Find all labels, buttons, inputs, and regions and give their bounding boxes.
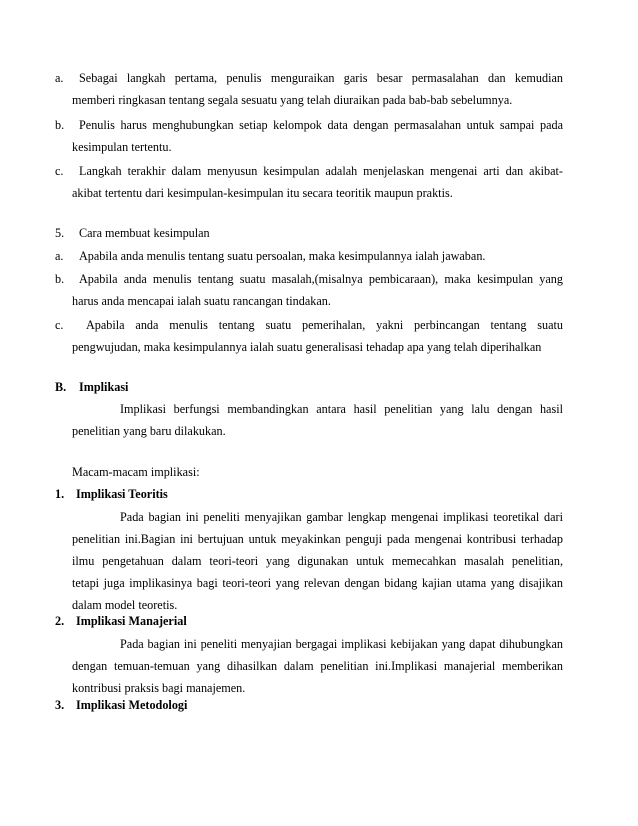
paragraph-line: kontribusi praksis bagi manajemen. (72, 681, 246, 695)
list-text-line: harus anda mencapai ialah suatu rancangan tindakan. (72, 294, 331, 308)
list-item (55, 67, 563, 111)
list-text-line: akibat tertentu dari kesimpulan-kesimpulan itu secara teoritik maupun praktis. (72, 186, 453, 200)
list-marker: b. (55, 272, 65, 286)
list-text-line: kesimpulan tertentu. (72, 140, 172, 154)
list-text-line: Penulis harus menghubungkan setiap kelompok data dengan permasalahan untuk sampai pada (79, 118, 563, 132)
paragraph-line: Pada bagian ini peneliti menyajian bergagai implikasi kebijakan yang dapat dihubungkan (120, 637, 563, 651)
paragraph-line: Macam-macam implikasi: (72, 465, 200, 479)
paragraph-line: ilmu pengetahuan dalam teori-teori yang digunakan untuk memecahkan masalah penelitian, (72, 554, 563, 568)
paragraph (55, 461, 563, 483)
list-marker: b. (55, 118, 65, 132)
list-item (55, 314, 563, 358)
list-text-line: Langkah terakhir dalam menyusun kesimpulan adalah menjelaskan mengenai arti dan akibat- (79, 164, 563, 178)
section-title: Implikasi (79, 380, 129, 394)
subsection-number: 3. (55, 698, 65, 712)
paragraph-line: dalam model teoretis. (72, 598, 178, 612)
list-item (55, 268, 563, 312)
subsection-number: 2. (55, 614, 65, 628)
list-marker: c. (55, 164, 64, 178)
section-heading (55, 222, 563, 244)
subsection-title: Implikasi Manajerial (76, 614, 187, 628)
list-item (55, 114, 563, 158)
paragraph (55, 398, 563, 442)
list-marker: a. (55, 249, 64, 263)
subsection-heading (55, 610, 563, 632)
subsection-title: Implikasi Metodologi (76, 698, 188, 712)
section-number: 5. (55, 226, 65, 240)
subsection-number: 1. (55, 487, 65, 501)
list-text-line: pengwujudan, maka kesimpulannya ialah suatu generalisasi tehadap apa yang telah diperihalkan (72, 340, 542, 354)
paragraph-line: penelitian ini.Bagian ini bertujuan untuk meyakinkan penguji pada mengenai kontribusi terhadap (72, 532, 563, 546)
paragraph-line: Implikasi berfungsi membandingkan antara hasil penelitian yang lalu dengan hasil (120, 402, 563, 416)
paragraph-line: dengan temuan-temuan yang dihasilkan dalam penelitian ini.Implikasi manajerial memberikan (72, 659, 563, 673)
subsection-heading (55, 694, 563, 716)
list-text-line: memberi ringkasan tentang segala sesuatu yang telah diuraikan pada bab-bab sebelumnya. (72, 93, 513, 107)
paragraph-line: penelitian yang baru dilakukan. (72, 424, 226, 438)
paragraph (55, 506, 563, 616)
section-title: Cara membuat kesimpulan (79, 226, 210, 240)
list-text-line: Apabila anda menulis tentang suatu masalah,(misalnya pembicaraan), maka kesimpulan yang (79, 272, 563, 286)
paragraph (55, 633, 563, 699)
list-text-line: Apabila anda menulis tentang suatu pemerihalan, yakni perbincangan tentang suatu (86, 318, 563, 332)
paragraph-line: Pada bagian ini peneliti menyajikan gambar lengkap mengenai implikasi teoretikal dari (120, 510, 563, 524)
list-marker: c. (55, 318, 64, 332)
section-number: B. (55, 380, 67, 394)
subsection-title: Implikasi Teoritis (76, 487, 168, 501)
list-text-line: Sebagai langkah pertama, penulis menguraikan garis besar permasalahan dan kemudian (79, 71, 563, 85)
list-item (55, 160, 563, 204)
list-item (55, 245, 563, 267)
paragraph-line: tetapi juga implikasinya bagi teori-teori yang relevan dengan bidang kajian utama yang disajikan (72, 576, 563, 590)
list-text-line: Apabila anda menulis tentang suatu persoalan, maka kesimpulannya ialah jawaban. (79, 249, 486, 263)
section-heading (55, 376, 563, 398)
subsection-heading (55, 483, 563, 505)
list-marker: a. (55, 71, 64, 85)
